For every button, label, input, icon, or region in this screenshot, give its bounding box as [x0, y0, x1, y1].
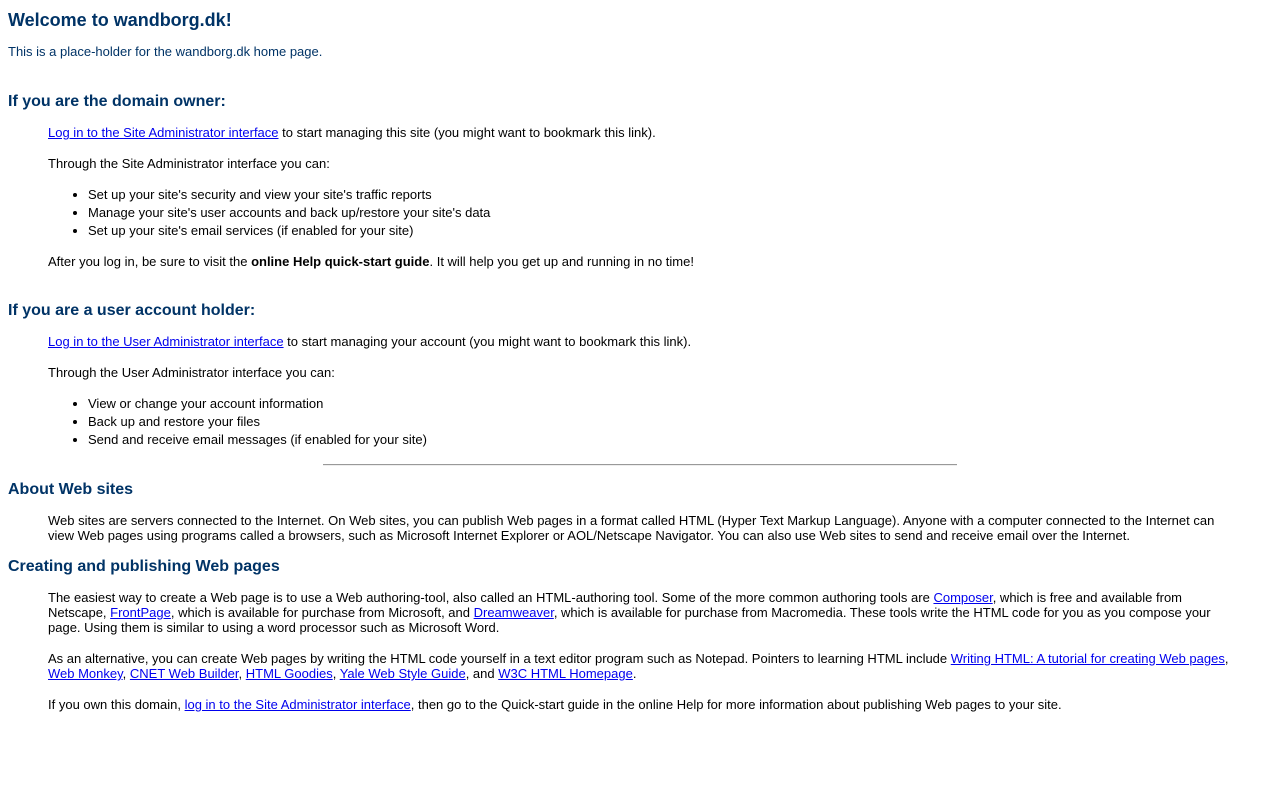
and-text: , and — [465, 666, 499, 681]
composer-link[interactable]: Composer — [933, 590, 993, 605]
p2-a: As an alternative, you can create Web pages by writing the HTML code yourself in a text editor program such as Notepad. Pointers to learning HTML include — [48, 651, 951, 666]
owner-login-rest: to start managing this site (you might want to bookmark this link). — [278, 125, 656, 140]
owner-heading: If you are the domain owner: — [8, 93, 226, 110]
writing-html-link[interactable]: Writing HTML: A tutorial for creating Web pages — [950, 651, 1225, 666]
after-pre: After you log in, be sure to visit the — [48, 254, 252, 269]
user-feature-list — [48, 395, 1232, 449]
divider-wrapper — [8, 464, 1272, 466]
site-admin-login-link-bottom[interactable]: log in to the Site Administrator interface — [184, 697, 411, 712]
user-heading: If you are a user account holder: — [8, 302, 256, 319]
yale-web-style-guide-link[interactable]: Yale Web Style Guide — [339, 666, 466, 681]
frontpage-link[interactable]: FrontPage — [110, 605, 171, 620]
list-item: • Set up your site's security and view your site's traffic reports — [88, 186, 1232, 204]
html-pointers-paragraph — [48, 651, 1232, 681]
site-admin-login-link[interactable]: Log in to the Site Administrator interface — [48, 125, 279, 140]
user-section — [48, 334, 1232, 449]
web-monkey-link[interactable]: Web Monkey — [48, 666, 123, 681]
html-goodies-link[interactable]: HTML Goodies — [245, 666, 333, 681]
about-heading: About Web sites — [8, 481, 134, 498]
list-item: • View or change your account information — [88, 395, 1232, 413]
list-item: • Manage your site's user accounts and back up/restore your site's data — [88, 204, 1232, 222]
w3c-html-homepage-link[interactable]: W3C HTML Homepage — [498, 666, 633, 681]
horizontal-divider — [323, 464, 957, 466]
comma: , — [1224, 651, 1229, 666]
p1-d: , which is available for purchase from Macromedia. These tools write the HTML code for you as you compose your page. Using them is similar to using a word processor such as Microsoft Word. — [48, 605, 1211, 635]
list-item: • Set up your site's email services (if enabled for your site) — [88, 222, 1232, 240]
user-login-paragraph — [48, 334, 1232, 349]
dreamweaver-link[interactable]: Dreamweaver — [473, 605, 554, 620]
list-item: • Send and receive email messages (if enabled for your site) — [88, 431, 1232, 449]
intro-text: This is a place-holder for the wandborg.dk home page. — [8, 44, 323, 59]
p1-c: , which is available for purchase from Microsoft, and — [170, 605, 474, 620]
authoring-tools-paragraph — [48, 590, 1232, 635]
owner-after-login-text — [48, 254, 1232, 269]
domain-owner-paragraph — [48, 697, 1232, 712]
p1-b: , which is free and available from Netscape, — [48, 590, 1183, 620]
p3-a: If you own this domain, — [48, 697, 185, 712]
user-login-rest: to start managing your account (you might want to bookmark this link). — [283, 334, 692, 349]
list-item: • Back up and restore your files — [88, 413, 1232, 431]
period: . — [632, 666, 637, 681]
creating-section — [48, 590, 1232, 712]
p3-b: , then go to the Quick-start guide in the online Help for more information about publishing Web pages to your site. — [410, 697, 1062, 712]
about-section — [48, 513, 1232, 543]
quick-start-guide-text: online Help quick-start guide — [251, 254, 430, 269]
page-title: Welcome to wandborg.dk! — [8, 10, 232, 30]
creating-heading: Creating and publishing Web pages — [8, 558, 280, 575]
owner-section — [48, 125, 1232, 269]
user-through-text: Through the User Administrator interface you can: — [48, 365, 335, 380]
p1-a: The easiest way to create a Web page is to use a Web authoring-tool, also called an HTML-authoring tool. Some of the more common authoring tools are — [48, 590, 934, 605]
cnet-web-builder-link[interactable]: CNET Web Builder — [129, 666, 239, 681]
after-post: . It will help you get up and running in no time! — [429, 254, 694, 269]
owner-feature-list — [48, 186, 1232, 240]
about-text: Web sites are servers connected to the Internet. On Web sites, you can publish Web pages in a format called HTML (Hyper Text Markup Language). Anyone with a computer connected to the Internet can view Web pages using programs called a browsers, such as Microsoft Internet Explorer or AOL/Netscape Navigator. You can also use Web sites to send and receive email over the Internet. — [48, 513, 1215, 543]
comma: , — [122, 666, 130, 681]
comma: , — [238, 666, 246, 681]
owner-login-paragraph — [48, 125, 1232, 140]
comma: , — [332, 666, 340, 681]
owner-through-text: Through the Site Administrator interface you can: — [48, 156, 330, 171]
user-admin-login-link[interactable]: Log in to the User Administrator interface — [48, 334, 284, 349]
